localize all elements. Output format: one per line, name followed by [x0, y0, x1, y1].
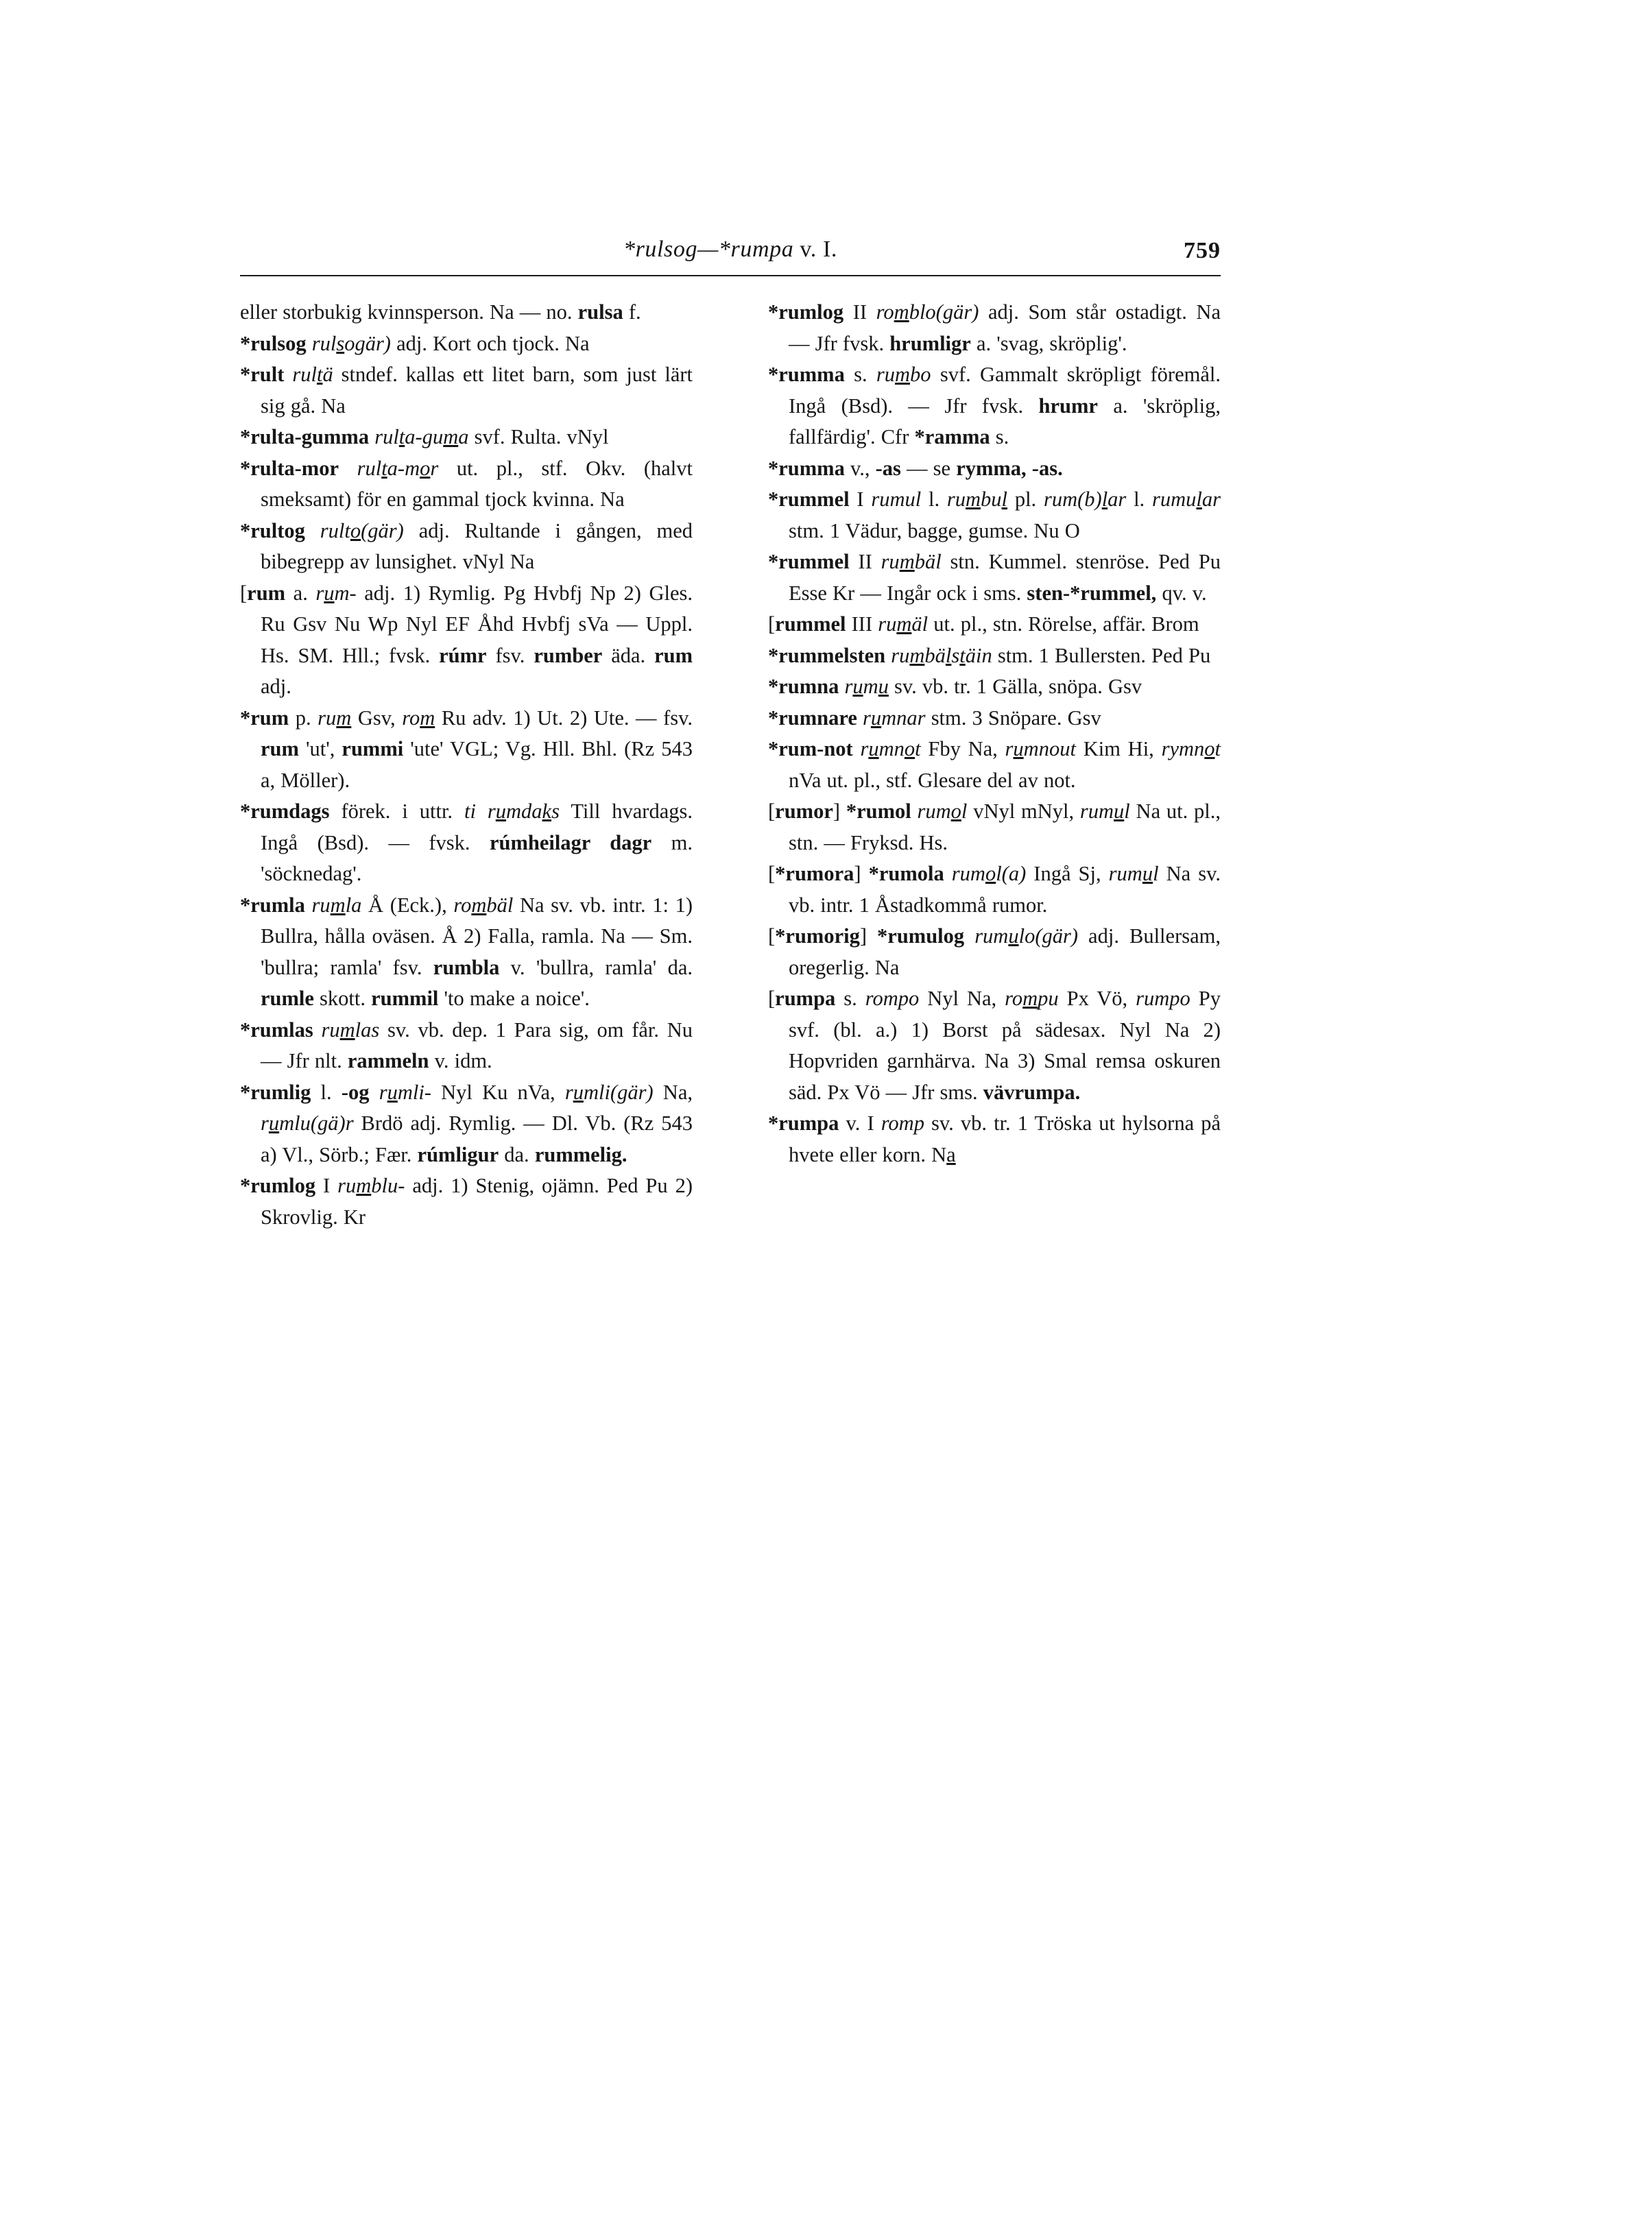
dictionary-entry: [*rumora] *rumola rumol(a) Ingå Sj, rumul Na sv. vb. intr. 1 Åstadkommå rumor. [768, 862, 1221, 917]
dictionary-entry: [rummel III rumäl ut. pl., stn. Rörelse, affär. Brom [768, 612, 1199, 636]
dictionary-entry: *rumdags förek. i uttr. ti rumdaks Till hvardags. Ingå (Bsd). — fvsk. rúmheilagr dagr m. 'söcknedag'. [240, 800, 693, 885]
dictionary-entry: *rummel II rumbäl stn. Kummel. stenröse. Ped Pu Esse Kr — Ingår ock i sms. sten-*rummel, qv. v. [768, 550, 1221, 605]
dictionary-entry: *rulta-mor rulta-mor ut. pl., stf. Okv. (halvt smeksamt) för en gammal tjock kvinna. Na [240, 456, 693, 511]
dictionary-entry: *rulsog rulsogär) adj. Kort och tjock. Na [240, 331, 590, 355]
dictionary-entry: *rumpa v. I romp sv. vb. tr. 1 Tröska ut hylsorna på hvete eller korn. Na [768, 1112, 1221, 1166]
dictionary-entry: *rumla rumla Å (Eck.), rombäl Na sv. vb. intr. 1: 1) Bullra, hålla oväsen. Å 2) Falla, ramla. Na — Sm. 'bullra; ramla' fsv. rumbla v. 'bullra, ramla' da. rumle skott. rummil 'to make a noice'. [240, 893, 693, 1010]
dictionary-entry: [*rumorig] *rumulog rumulo(gär) adj. Bullersam, oregerlig. Na [768, 924, 1221, 979]
left-column [240, 297, 693, 1233]
dictionary-entry: *rum p. rum Gsv, rom Ru adv. 1) Ut. 2) Ute. — fsv. rum 'ut', rummi 'ute' VGL; Vg. Hll. Bhl. (Rz 543 a, Möller). [240, 706, 693, 792]
dictionary-entry: *rulta-gumma rulta-guma svf. Rulta. vNyl [240, 425, 609, 448]
dictionary-entry: *rumma v., -as — se rymma, -as. [768, 456, 1063, 480]
page-header-title [623, 237, 837, 263]
dictionary-entry: [rumor] *rumol rumol vNyl mNyl, rumul Na ut. pl., stn. — Fryksd. Hs. [768, 800, 1221, 854]
header-title-italic: *rulsog—*rumpa [623, 237, 794, 262]
dictionary-entry: *rummelsten rumbälstäin stm. 1 Bullersten. Ped Pu [768, 643, 1211, 667]
dictionary-entry: *rultog rulto(gär) adj. Rultande i gången, med bibegrepp av lunsighet. vNyl Na [240, 518, 693, 573]
dictionary-entry: *rumlas rumlas sv. vb. dep. 1 Para sig, om får. Nu — Jfr nlt. rammeln v. idm. [240, 1018, 693, 1072]
header-title-roman: v. I. [800, 237, 838, 262]
text-columns [240, 297, 1221, 1233]
page-content [240, 237, 1221, 1229]
right-column [768, 297, 1221, 1233]
dictionary-entry: [rumpa s. rompo Nyl Na, rompu Px Vö, rumpo Py svf. (bl. a.) 1) Borst på sädesax. Nyl Na 2) Hopvriden garnhärva. Na 3) Smal remsa oskuren säd. Px Vö — Jfr sms. vävrumpa. [768, 987, 1221, 1104]
dictionary-entry: [rum a. rum- adj. 1) Rymlig. Pg Hvbfj Np 2) Gles. Ru Gsv Nu Wp Nyl EF Åhd Hvbfj sVa — Uppl. Hs. SM. Hll.; fvsk. rúmr fsv. rumber äda. rum adj. [240, 581, 693, 698]
dictionary-entry: *rumnare rumnar stm. 3 Snöpare. Gsv [768, 706, 1101, 730]
running-head [240, 237, 1221, 285]
dictionary-entry: *rumlog II romblo(gär) adj. Som står ostadigt. Na — Jfr fvsk. hrumligr a. 'svag, skröplig'. [768, 300, 1221, 355]
dictionary-entry: *rult rultä stndef. kallas ett litet barn, som just lärt sig gå. Na [240, 363, 693, 418]
page-number: 759 [1184, 238, 1221, 263]
dictionary-entry: *rummel I rumul l. rumbul pl. rum(b)lar l. rumular stm. 1 Vädur, bagge, gumse. Nu O [768, 488, 1221, 542]
dictionary-entry: *rum-not rumnot Fby Na, rumnout Kim Hi, rymnot nVa ut. pl., stf. Glesare del av not. [768, 737, 1221, 792]
dictionary-entry: *rumlog I rumblu- adj. 1) Stenig, ojämn. Ped Pu 2) Skrovlig. Kr [240, 1174, 693, 1229]
dictionary-entry: *rumna rumu sv. vb. tr. 1 Gälla, snöpa. Gsv [768, 675, 1142, 698]
dictionary-entry: eller storbukig kvinnsperson. Na — no. rulsa f. [240, 300, 641, 324]
dictionary-entry: *rumlig l. -og rumli- Nyl Ku nVa, rumli(gär) Na, rumlu(gä)r Brdö adj. Rymlig. — Dl. Vb. (Rz 543 a) Vl., Sörb.; Fær. rúmligur da. rummelig. [240, 1080, 693, 1166]
dictionary-entry: *rumma s. rumbo svf. Gammalt skröpligt föremål. Ingå (Bsd). — Jfr fvsk. hrumr a. 'skröplig, fallfärdig'. Cfr *ramma s. [768, 363, 1221, 448]
header-rule [240, 275, 1221, 276]
